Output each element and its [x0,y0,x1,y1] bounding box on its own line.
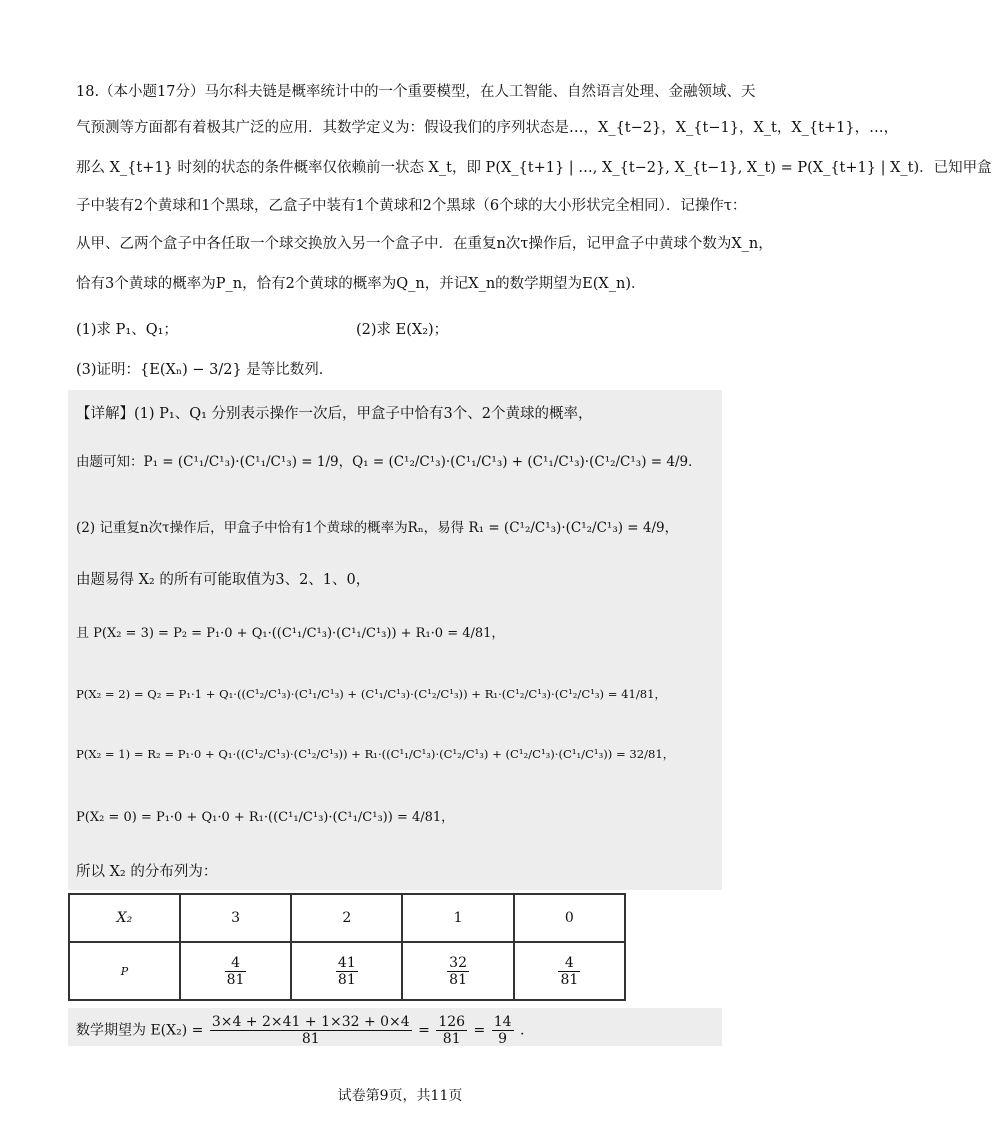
solution-line-1: 【详解】(1) P₁、Q₁ 分别表示操作一次后，甲盒子中恰有3个、2个黄球的概率， [76,406,593,422]
distribution-table [68,893,626,1001]
table-cell-value: 2 [291,894,402,942]
solution-line-2: 由题可知：P₁ = (C¹₁/C¹₃)·(C¹₁/C¹₃) = 1/9，Q₁ = (C¹₂/C¹₃)·(C¹₁/C¹₃) + (C¹₁/C¹₃)·(C¹₂/C¹₃) = 4/9． [76,454,702,470]
expectation-prefix: 数学期望为 E(X₂) = [76,1022,204,1039]
expectation-numerator: 3×4 + 2×41 + 1×32 + 0×4 [211,1014,410,1030]
solution-line-8: P(X₂ = 0) = P₁·0 + Q₁·0 + R₁·((C¹₁/C¹₃)·(C¹₁/C¹₃)) = 4/81， [76,810,455,825]
problem-line-1: 18.（本小题17分）马尔科夫链是概率统计中的一个重要模型，在人工智能、自然语言处理、金融领域、天 [76,84,756,100]
expectation-fraction-3 [492,1014,514,1047]
expectation-end-denominator: 9 [498,1031,508,1047]
solution-line-7: P(X₂ = 1) = R₂ = P₁·0 + Q₁·((C¹₂/C¹₃)·(C¹₂/C¹₃)) + R₁·((C¹₁/C¹₃)·(C¹₂/C¹₃) + (C¹₂/C¹₃)·(C¹₁/C¹₃)) = 32/81， [76,747,675,761]
table-row-values [69,894,625,942]
table-cell-prob [514,942,625,1000]
prob-denominator: 81 [226,971,245,988]
prob-numerator: 32 [449,954,467,971]
solution-line-6: P(X₂ = 2) = Q₂ = P₁·1 + Q₁·((C¹₂/C¹₃)·(C¹₁/C¹₃) + (C¹₁/C¹₃)·(C¹₂/C¹₃)) + R₁·(C¹₂/C¹₃)·(C¹₂/C¹₃) = 41/81， [76,687,667,701]
expectation-mid-numerator: 126 [438,1014,466,1030]
prob-numerator: 4 [225,955,247,972]
prob-numerator: 41 [337,954,356,971]
table-cell-value: 1 [402,894,513,942]
solution-line-3: (2) 记重复n次τ操作后，甲盒子中恰有1个黄球的概率为Rₙ，易得 R₁ = (C¹₂/C¹₃)·(C¹₂/C¹₃) = 4/9， [76,520,679,536]
table-cell-value: 0 [514,894,625,942]
problem-line-5: 从甲、乙两个盒子中各任取一个球交换放入另一个盒子中．在重复n次τ操作后，记甲盒子中黄球个数为X_n， [76,236,773,252]
problem-line-4: 子中装有2个黄球和1个黑球，乙盒子中装有1个黄球和2个黑球（6个球的大小形状完全相同）．记操作τ： [76,198,747,214]
expectation-fraction-2 [436,1014,467,1047]
expectation-line: 数学期望为 E(X₂) = $\frac{3\times 4 + 2\times 41 + 1\times 32 + 0\times 4}{81}$ = $\frac{126}{81}$ = $\frac{14}{9}$ . [76,1014,525,1047]
expectation-end-numerator: 14 [493,1014,512,1030]
expectation-mid-denominator: 81 [442,1031,461,1047]
prob-denominator: 81 [337,971,356,988]
expectation-fraction-1 [210,1014,412,1047]
expectation-denominator: 81 [301,1031,320,1047]
question-2: (2)求 E(X₂)； [356,322,449,338]
table-cell-value: 3 [180,894,291,942]
table-row-probabilities [69,942,625,1000]
table-cell-prob [180,942,291,1000]
solution-line-4: 由题易得 X₂ 的所有可能取值为3、2、1、0， [76,572,371,588]
prob-denominator: 81 [449,971,467,988]
prob-numerator: 4 [558,955,580,972]
solution-line-9: 所以 X₂ 的分布列为： [76,864,218,880]
problem-line-2: 气预测等方面都有着极其广泛的应用．其数学定义为：假设我们的序列状态是…，X_{t−2}，X_{t−1}，X_t，X_{t+1}，…， [76,120,899,136]
prob-fraction [336,955,358,988]
problem-line-3: 那么 X_{t+1} 时刻的状态的条件概率仅依赖前一状态 X_t，即 P(X_{t+1} | …, X_{t−2}, X_{t−1}, X_t) = P(X_{t+1} | X_t)．已知甲盒 [76,160,992,176]
prob-denominator: 81 [560,971,579,988]
table-cell-prob [402,942,513,1000]
table-row-label: P [69,942,180,1000]
page-footer: 试卷第9页，共11页 [337,1088,463,1104]
prob-fraction [225,955,247,988]
problem-line-6: 恰有3个黄球的概率为P_n，恰有2个黄球的概率为Q_n，并记X_n的数学期望为E(X_n)． [76,276,646,292]
question-3: (3)证明：{E(Xₙ) − 3/2} 是等比数列． [76,362,334,378]
prob-fraction [558,955,580,988]
prob-fraction [447,955,469,988]
solution-line-5: 且 P(X₂ = 3) = P₂ = P₁·0 + Q₁·((C¹₁/C¹₃)·(C¹₁/C¹₃)) + R₁·0 = 4/81， [76,626,505,641]
question-1: (1)求 P₁、Q₁； [76,322,178,338]
table-header-x2: X₂ [69,894,180,942]
table-cell-prob [291,942,402,1000]
